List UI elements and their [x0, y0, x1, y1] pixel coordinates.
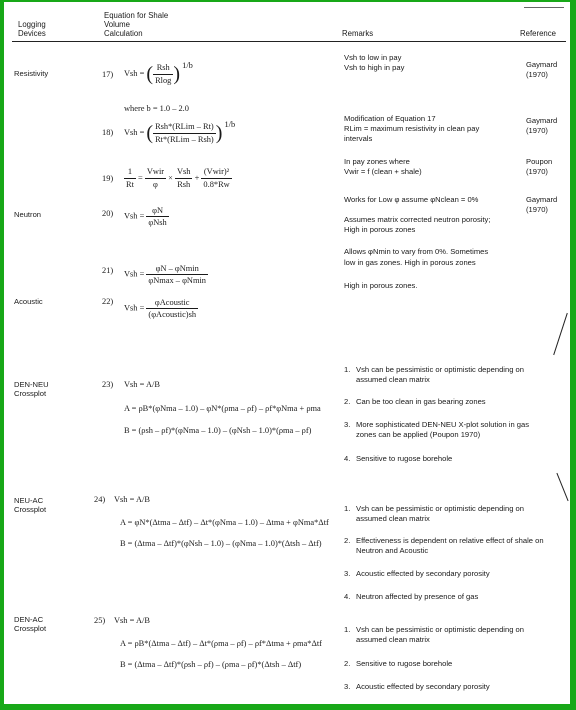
- eq22-lhs: Vsh =: [124, 303, 145, 313]
- remark18-line2: RLim = maximum resistivity in clean pay: [344, 124, 480, 133]
- eq19-equals: =: [138, 173, 143, 183]
- eq17-number: 17): [102, 70, 114, 79]
- scan-mark: [553, 313, 568, 355]
- eq19-plus: +: [194, 173, 200, 183]
- eq20-number: 20): [102, 209, 114, 218]
- header-equation-line2: Volume: [104, 20, 131, 29]
- eq21-number: 21): [102, 266, 114, 275]
- device-resistivity: Resistivity: [14, 69, 49, 78]
- eq17-denominator: Rlog: [155, 75, 172, 85]
- eq19-f3-den: Rsh: [177, 180, 191, 189]
- remark25-3-line1: Acoustic effected by secondary porosity: [356, 682, 490, 691]
- ref18-author: Gaymard: [526, 116, 558, 125]
- eq19-times: ×: [168, 173, 173, 183]
- device-neutron: Neutron: [14, 210, 42, 219]
- eq24-line1: Vsh = A/B: [114, 495, 150, 504]
- remark23-4-num: 4.: [344, 454, 351, 463]
- eq18-exponent: 1/b: [224, 120, 236, 129]
- eq19-f3-num: Vsh: [175, 166, 193, 179]
- remark23-3-line2: zones can be applied (Poupon 1970): [356, 430, 481, 439]
- eq18-denominator: Rt*(RLim – Rsh): [155, 134, 214, 144]
- remark18-line1: Modification of Equation 17: [344, 114, 436, 123]
- eq22-numerator: φAcoustic: [146, 297, 198, 309]
- remark25-3-num: 3.: [344, 682, 351, 691]
- scan-mark: [556, 473, 568, 501]
- eq20-lhs: Vsh =: [124, 211, 145, 221]
- remark23-1-line1: Vsh can be pessimistic or optimistic depending on: [356, 365, 524, 374]
- device-acoustic: Acoustic: [14, 297, 43, 306]
- eq25-number: 25): [94, 616, 106, 625]
- header-devices-line2: Devices: [18, 29, 46, 38]
- header-rule: [12, 41, 566, 42]
- eq19-f1-num: 1: [124, 166, 136, 179]
- eq19-f4-num: (Vwir)²: [201, 166, 231, 179]
- eq19-f4-den: 0.8*Rw: [203, 180, 230, 189]
- remark22: High in porous zones.: [344, 281, 418, 290]
- header-equation-line3: Calculation: [104, 29, 143, 38]
- remark23-1-num: 1.: [344, 365, 351, 374]
- eq17-lhs: Vsh =: [124, 69, 145, 78]
- remark24-2-line1: Effectiveness is dependent on relative effect of shale on: [356, 536, 544, 545]
- header-reference: Reference: [520, 29, 556, 38]
- eq23-line3: B = (ρsh – ρf)*(φNma – 1.0) – (φNsh – 1.0)*(ρma – ρf): [124, 426, 312, 435]
- remark23-3-num: 3.: [344, 420, 351, 429]
- remark24-4-line1: Neutron affected by presence of gas: [356, 592, 479, 601]
- remark25-1-line2: assumed clean matrix: [356, 635, 430, 644]
- device-neu-ac-line2: Crossplot: [14, 505, 47, 514]
- remark23-1-line2: assumed clean matrix: [356, 375, 430, 384]
- device-den-neu-line1: DEN-NEU: [14, 380, 49, 389]
- eq18-number: 18): [102, 128, 114, 137]
- header-devices-line1: Logging: [18, 20, 46, 29]
- device-den-neu-line2: Crossplot: [14, 389, 47, 398]
- remark19-line2: Vwir = f (clean + shale): [344, 167, 422, 176]
- remark23-3-line1: More sophisticated DEN-NEU X-plot solution in gas: [356, 420, 530, 429]
- eq23-line2: A = ρB*(φNma – 1.0) – φN*(ρma – ρf) – ρf*φNma + ρma: [124, 404, 321, 413]
- eq18-lhs: Vsh =: [124, 128, 145, 137]
- remark20-line1: Assumes matrix corrected neutron porosity;: [344, 215, 491, 224]
- header-equation-line1: Equation for Shale: [104, 11, 169, 20]
- remark25-2-num: 2.: [344, 659, 351, 668]
- header-remarks: Remarks: [342, 29, 374, 38]
- eq25-line1: Vsh = A/B: [114, 616, 150, 625]
- eq21-numerator: φN – φNmin: [146, 263, 208, 275]
- remark23-2-line1: Can be too clean in gas bearing zones: [356, 397, 486, 406]
- eq20-denominator: φNsh: [148, 218, 167, 227]
- remark19b: Works for Low φ assume φNclean = 0%: [344, 195, 479, 204]
- ref19-author: Poupon: [526, 157, 553, 166]
- remark21-line1: Allows φNmin to vary from 0%. Sometimes: [344, 247, 489, 256]
- eq20-formula: [124, 205, 169, 228]
- remark17-line1: Vsh to low in pay: [344, 53, 402, 62]
- eq17-formula: Vsh = ( $\frac{\text{Rsh}}{Rlog}$ ) 1/b: [124, 61, 193, 86]
- ref17-year: (1970): [526, 70, 548, 79]
- eq23-number: 23): [102, 380, 114, 389]
- eq18-formula: Vsh = ( $\frac{\text{Rsh*(RLim – Rt)}}{\text{Rt*(RLim – Rsh)}}$ ) 1/b: [124, 120, 236, 145]
- ref19-year: (1970): [526, 167, 548, 176]
- remark23-4-line1: Sensitive to rugose borehole: [356, 454, 453, 463]
- ref17-author: Gaymard: [526, 60, 558, 69]
- remark25-1-num: 1.: [344, 625, 351, 634]
- remark24-1-num: 1.: [344, 504, 351, 513]
- remark25-1-line1: Vsh can be pessimistic or optimistic depending on: [356, 625, 524, 634]
- remark24-3-num: 3.: [344, 569, 351, 578]
- eq21-lhs: Vsh =: [124, 269, 145, 279]
- eq18-numerator: Rsh*(RLim – Rt): [153, 121, 216, 134]
- eq25-line3: B = (Δtma – Δtf)*(ρsh – ρf) – (ρma – ρf)*(Δtsh – Δtf): [120, 660, 302, 669]
- eq22-denominator: (φAcoustic)sh: [148, 310, 197, 319]
- device-neu-ac-line1: NEU-AC: [14, 496, 44, 505]
- remark24-1-line2: assumed clean matrix: [356, 514, 430, 523]
- device-den-ac-line2: Crossplot: [14, 624, 47, 633]
- eq22-number: 22): [102, 297, 114, 306]
- remark19-line1: In pay zones where: [344, 157, 410, 166]
- eq23-line1: Vsh = A/B: [124, 380, 160, 389]
- eq17-numerator: Rsh: [153, 62, 173, 75]
- eq21-formula: [124, 263, 208, 286]
- eq19-number: 19): [102, 174, 114, 183]
- ref19b-author: Gaymard: [526, 195, 558, 204]
- ref18-year: (1970): [526, 126, 548, 135]
- remark21-line2: low in gas zones. High in porous zones: [344, 258, 476, 267]
- eq20-numerator: φN: [146, 205, 168, 217]
- remark18-line3: intervals: [344, 134, 373, 143]
- eq25-line2: A = ρB*(Δtma – Δtf) – Δt*(ρma – ρf) – ρf*Δtma + ρma*Δtf: [120, 639, 322, 648]
- remark17-line2: Vsh to high in pay: [344, 63, 405, 72]
- eq17-exponent: 1/b: [182, 61, 193, 70]
- eq19-f1-den: Rt: [126, 180, 134, 189]
- eq19-f2-num: Vwir: [145, 166, 166, 179]
- remark24-1-line1: Vsh can be pessimistic or optimistic depending on: [356, 504, 524, 513]
- eq24-number: 24): [94, 495, 106, 504]
- eq19-formula: [124, 166, 232, 191]
- remark20-line2: High in porous zones: [344, 225, 416, 234]
- remark24-2-line2: Neutron and Acoustic: [356, 546, 429, 555]
- remark23-2-num: 2.: [344, 397, 351, 406]
- eq17-where: where b = 1.0 – 2.0: [124, 104, 189, 113]
- eq22-formula: [124, 297, 198, 320]
- remark24-4-num: 4.: [344, 592, 351, 601]
- eq19-f2-den: φ: [153, 180, 158, 189]
- remark24-2-num: 2.: [344, 536, 351, 545]
- eq24-line2: A = φN*(Δtma – Δtf) – Δt*(φNma – 1.0) – Δtma + φNma*Δtf: [120, 518, 329, 527]
- remark25-2-line1: Sensitive to rugose borehole: [356, 659, 453, 668]
- document-page: [4, 2, 570, 704]
- device-den-ac-line1: DEN-AC: [14, 615, 44, 624]
- eq21-denominator: φNmax – φNmin: [148, 276, 206, 285]
- remark24-3-line1: Acoustic effected by secondary porosity: [356, 569, 490, 578]
- scan-mark: [524, 7, 564, 8]
- ref19b-year: (1970): [526, 205, 548, 214]
- eq24-line3: B = (Δtma – Δtf)*(φNsh – 1.0) – (φNma – 1.0)*(Δtsh – Δtf): [120, 539, 322, 548]
